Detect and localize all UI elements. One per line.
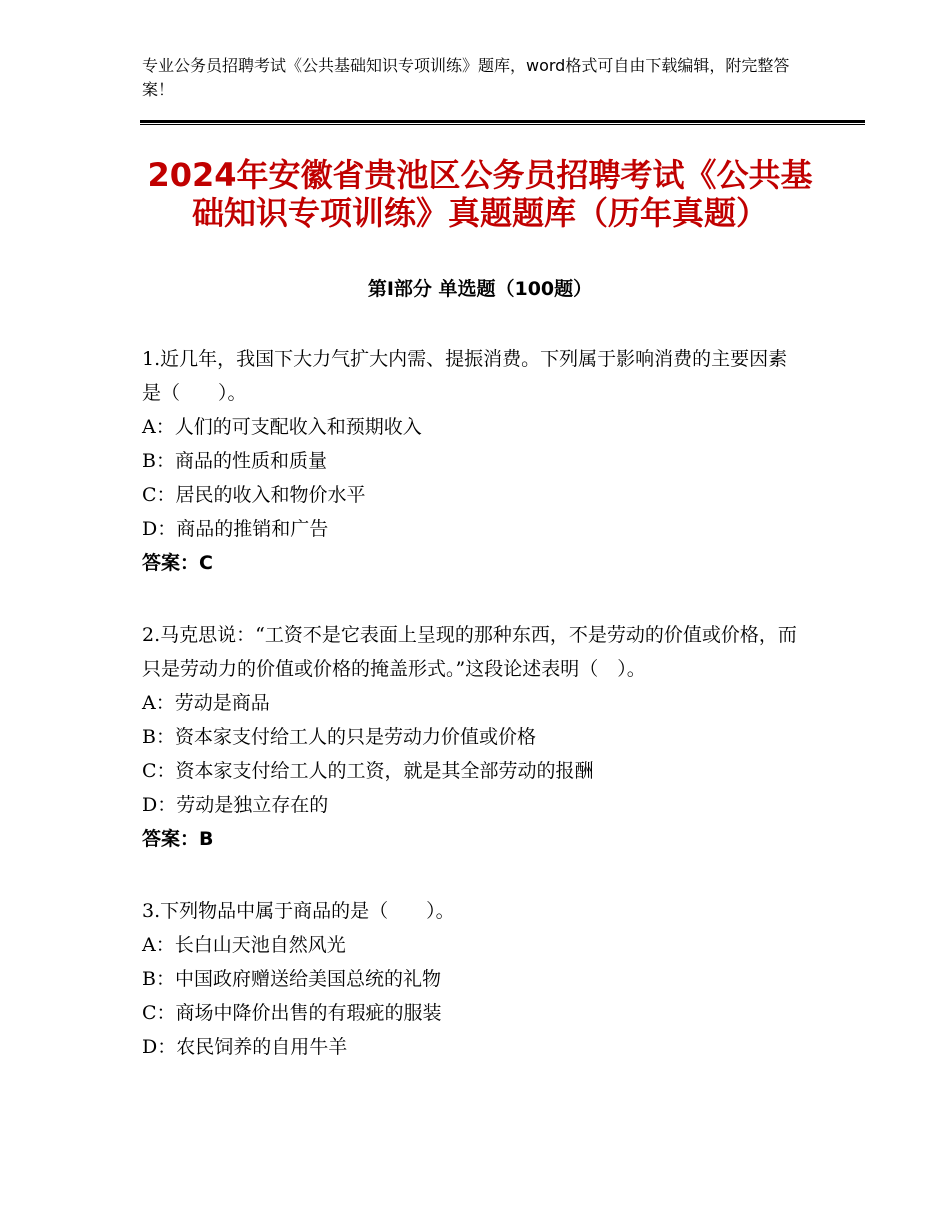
question-answer: 答案：B [142,828,214,850]
option-a: A：劳动是商品 [142,692,270,714]
document-title: 2024年安徽省贵池区公务员招聘考试《公共基础知识专项训练》真题题库（历年真题） [147,156,813,232]
option-d: D：农民饲养的自用牛羊 [142,1036,348,1058]
question-item [142,342,802,580]
option-b: B：中国政府赠送给美国总统的礼物 [142,968,441,990]
header-divider [140,120,865,125]
option-a: A：人们的可支配收入和预期收入 [142,416,422,438]
option-d: D：商品的推销和广告 [142,518,329,540]
question-stem: 2.马克思说：“工资不是它表面上呈现的那种东西，不是劳动的价值或价格，而只是劳动力的价值或价格的掩盖形式。”这段论述表明（ ）。 [142,624,797,680]
section-heading: 第Ⅰ部分 单选题（100题） [367,278,593,300]
option-c: C：商场中降价出售的有瑕疵的服装 [142,1002,442,1024]
question-list [142,342,802,1102]
question-answer: 答案：C [142,552,213,574]
question-stem: 1.近几年，我国下大力气扩大内需、提振消费。下列属于影响消费的主要因素是（ ）。 [142,348,788,404]
question-stem: 3.下列物品中属于商品的是（ ）。 [142,900,455,922]
option-c: C：资本家支付给工人的工资，就是其全部劳动的报酬 [142,760,594,782]
option-d: D：劳动是独立存在的 [142,794,329,816]
option-b: B：商品的性质和质量 [142,450,327,472]
option-c: C：居民的收入和物价水平 [142,484,366,506]
question-item [142,894,802,1064]
question-item [142,618,802,856]
header-note: 专业公务员招聘考试《公共基础知识专项训练》题库，word格式可自由下载编辑，附完整答案！ [142,56,790,99]
option-b: B：资本家支付给工人的只是劳动力价值或价格 [142,726,536,748]
option-a: A：长白山天池自然风光 [142,934,346,956]
